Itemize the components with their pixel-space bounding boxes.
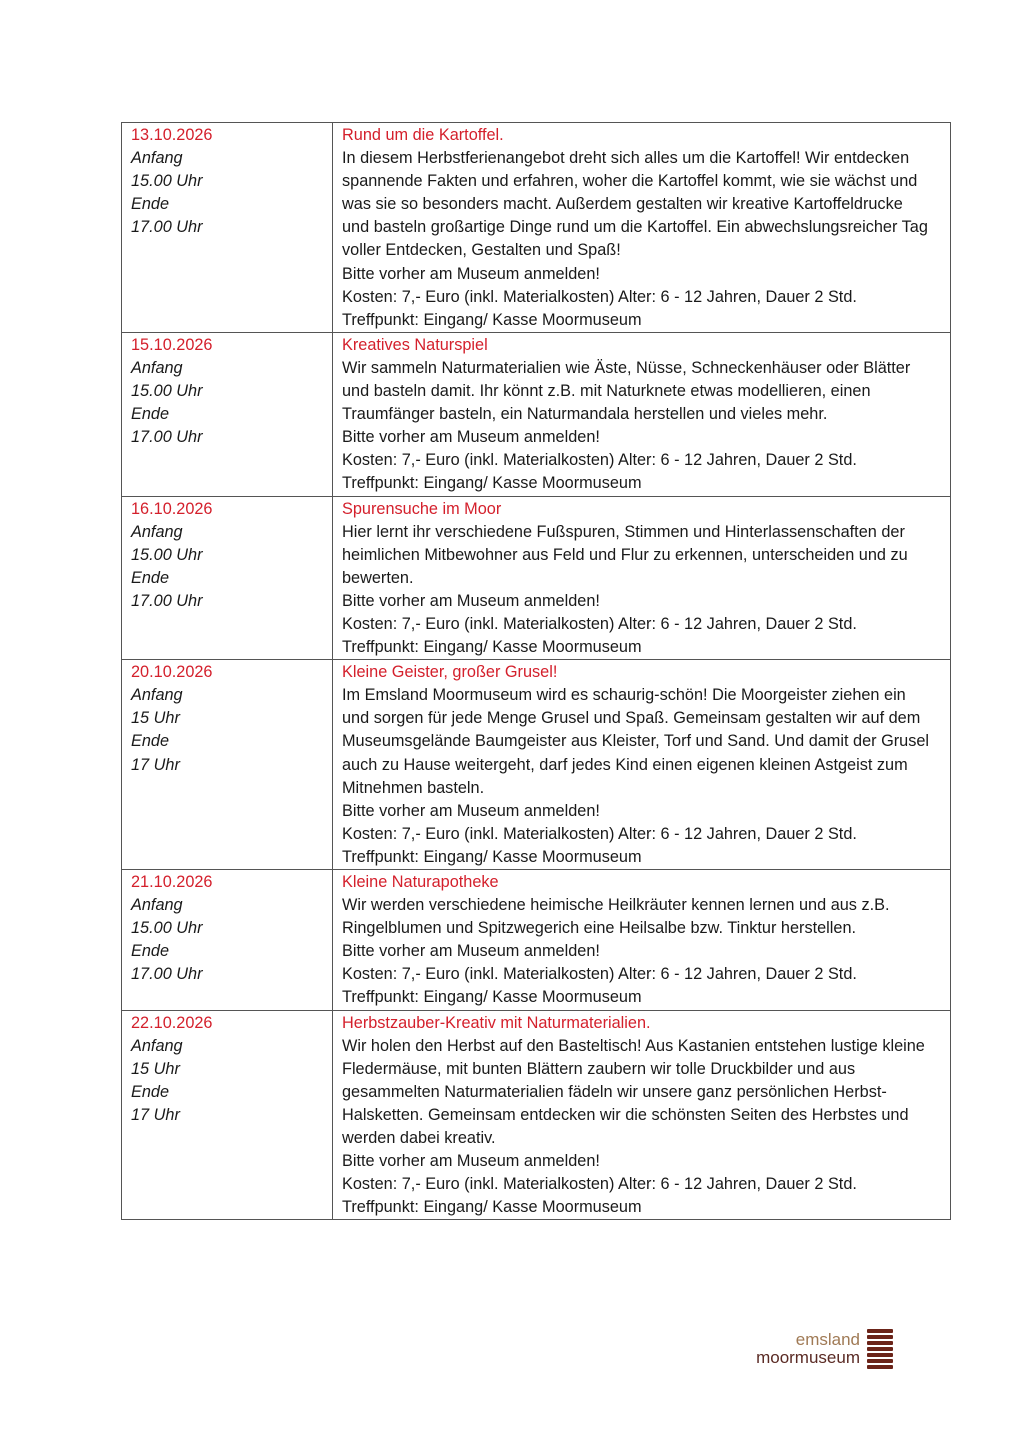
event-start-time: 15 Uhr [131, 1059, 180, 1078]
event-description-line: und basteln großartige Dinge rund um die Kartoffel. Ein abwechslungsreicher Tag [342, 218, 928, 237]
event-description-line: Kosten: 7,- Euro (inkl. Materialkosten) Alter: 6 - 12 Jahren, Dauer 2 Std. [342, 287, 857, 306]
event-description-line: Fledermäuse, mit bunten Blättern zaubern wir tolle Druckbilder und aus [342, 1059, 856, 1078]
event-description-line: auch zu Hause weitergeht, darf jedes Kind einen eigenen kleinen Astgeist zum [342, 755, 908, 774]
event-row [122, 870, 951, 1011]
event-description-line: Treffpunkt: Eingang/ Kasse Moormuseum [342, 474, 642, 493]
event-date-cell [122, 496, 333, 660]
end-label: Ende [131, 942, 170, 961]
event-description-cell [333, 496, 951, 660]
event-description-cell [333, 870, 951, 1011]
event-start-time: 15.00 Uhr [131, 382, 203, 401]
event-description-line: bewerten. [342, 568, 414, 587]
event-description-line: und sorgen für jede Menge Grusel und Spaß. Gemeinsam gestalten wir auf dem [342, 709, 921, 728]
event-description-line: und basteln damit. Ihr könnt z.B. mit Naturknete etwas modellieren, einen [342, 382, 871, 401]
logo-stripes-icon [867, 1329, 893, 1369]
event-date: 15.10.2026 [131, 335, 213, 354]
start-label: Anfang [131, 686, 183, 705]
event-title: Kleine Naturapotheke [342, 873, 499, 891]
event-description-line: Wir holen den Herbst auf den Basteltisch! Aus Kastanien entstehen lustige kleine [342, 1036, 925, 1055]
event-title: Kreatives Naturspiel [342, 335, 488, 354]
end-label: Ende [131, 405, 170, 424]
event-title: Spurensuche im Moor [342, 499, 502, 518]
events-table [121, 122, 951, 1220]
event-description-line: Treffpunkt: Eingang/ Kasse Moormuseum [342, 1198, 642, 1217]
event-end-time: 17.00 Uhr [131, 218, 203, 237]
event-description-line: Museumsgelände Baumgeister aus Kleister, Torf und Sand. Und damit der Grusel [342, 732, 930, 751]
event-description-line: Kosten: 7,- Euro (inkl. Materialkosten) Alter: 6 - 12 Jahren, Dauer 2 Std. [342, 824, 857, 843]
end-label: Ende [131, 732, 170, 751]
event-description-line: was sie so besonders macht. Außerdem gestalten wir kreative Kartoffeldrucke [342, 195, 903, 214]
event-row [122, 332, 951, 496]
event-description-line: Hier lernt ihr verschiedene Fußspuren, Stimmen und Hinterlassenschaften der [342, 522, 905, 541]
start-label: Anfang [131, 149, 183, 168]
event-row [122, 496, 951, 660]
event-description-cell [333, 660, 951, 870]
event-description-line: Bitte vorher am Museum anmelden! [342, 942, 600, 961]
event-description-line: Kosten: 7,- Euro (inkl. Materialkosten) Alter: 6 - 12 Jahren, Dauer 2 Std. [342, 1175, 857, 1194]
logo-line-2: moormuseum [756, 1348, 860, 1367]
event-description-line: Wir werden verschiedene heimische Heilkräuter kennen lernen und aus z.B. [342, 896, 890, 915]
event-date-cell [122, 870, 333, 1011]
event-description-line: Treffpunkt: Eingang/ Kasse Moormuseum [342, 638, 642, 657]
event-description-line: Bitte vorher am Museum anmelden! [342, 428, 600, 447]
event-description-line: Traumfänger basteln, ein Naturmandala herstellen und vieles mehr. [342, 405, 828, 424]
event-start-time: 15.00 Uhr [131, 545, 203, 564]
event-description-line: voller Entdecken, Gestalten und Spaß! [342, 241, 621, 260]
event-row [122, 123, 951, 333]
event-description-line: Treffpunkt: Eingang/ Kasse Moormuseum [342, 988, 642, 1007]
event-title: Kleine Geister, großer Grusel! [342, 663, 558, 682]
event-description-cell [333, 123, 951, 333]
end-label: Ende [131, 1082, 170, 1101]
event-description-line: Mitnehmen basteln. [342, 778, 485, 797]
start-label: Anfang [131, 358, 183, 377]
moormuseum-logo [748, 1327, 893, 1371]
event-start-time: 15.00 Uhr [131, 919, 203, 938]
event-description-line: In diesem Herbstferienangebot dreht sich alles um die Kartoffel! Wir entdecken [342, 149, 910, 168]
event-date-cell [122, 332, 333, 496]
event-description-line: Kosten: 7,- Euro (inkl. Materialkosten) Alter: 6 - 12 Jahren, Dauer 2 Std. [342, 451, 857, 470]
event-description-line: Kosten: 7,- Euro (inkl. Materialkosten) Alter: 6 - 12 Jahren, Dauer 2 Std. [342, 614, 857, 633]
event-description-line: Wir sammeln Naturmaterialien wie Äste, Nüsse, Schneckenhäuser oder Blätter [342, 358, 911, 377]
event-date: 21.10.2026 [131, 873, 213, 891]
event-date: 13.10.2026 [131, 126, 213, 144]
event-description-line: Bitte vorher am Museum anmelden! [342, 591, 600, 610]
event-row [122, 660, 951, 870]
event-date: 22.10.2026 [131, 1013, 213, 1032]
event-end-time: 17.00 Uhr [131, 591, 203, 610]
event-date-cell [122, 1010, 333, 1220]
event-row [122, 1010, 951, 1220]
event-end-time: 17.00 Uhr [131, 965, 203, 984]
event-start-time: 15.00 Uhr [131, 172, 203, 191]
event-description-line: Bitte vorher am Museum anmelden! [342, 801, 600, 820]
event-date-cell [122, 660, 333, 870]
event-start-time: 15 Uhr [131, 709, 180, 728]
event-date-cell [122, 123, 333, 333]
logo-wordmark [756, 1331, 860, 1367]
start-label: Anfang [131, 896, 183, 915]
event-end-time: 17 Uhr [131, 1105, 180, 1124]
event-description-line: Halsketten. Gemeinsam entdecken wir die schönsten Seiten des Herbstes und [342, 1105, 909, 1124]
event-description-line: Kosten: 7,- Euro (inkl. Materialkosten) Alter: 6 - 12 Jahren, Dauer 2 Std. [342, 965, 857, 984]
event-description-cell [333, 1010, 951, 1220]
event-title: Herbstzauber-Kreativ mit Naturmaterialien. [342, 1013, 651, 1032]
event-description-line: Treffpunkt: Eingang/ Kasse Moormuseum [342, 310, 642, 329]
event-description-line: gesammelten Naturmaterialien fädeln wir unsere ganz persönlichen Herbst- [342, 1082, 887, 1101]
end-label: Ende [131, 195, 170, 214]
event-description-line: werden dabei kreativ. [342, 1129, 496, 1148]
event-description-line: Ringelblumen und Spitzwegerich eine Heilsalbe bzw. Tinktur herstellen. [342, 919, 857, 938]
event-description-line: Treffpunkt: Eingang/ Kasse Moormuseum [342, 847, 642, 866]
start-label: Anfang [131, 1036, 183, 1055]
event-description-line: Im Emsland Moormuseum wird es schaurig-schön! Die Moorgeister ziehen ein [342, 686, 906, 705]
end-label: Ende [131, 568, 170, 587]
event-description-cell [333, 332, 951, 496]
event-date: 16.10.2026 [131, 499, 213, 518]
event-date: 20.10.2026 [131, 663, 213, 682]
event-description-line: Bitte vorher am Museum anmelden! [342, 264, 600, 283]
logo-line-1: emsland [795, 1330, 860, 1349]
event-description-line: spannende Fakten und erfahren, woher die Kartoffel kommt, wie sie wächst und [342, 172, 918, 191]
event-end-time: 17.00 Uhr [131, 428, 203, 447]
event-end-time: 17 Uhr [131, 755, 180, 774]
event-description-line: Bitte vorher am Museum anmelden! [342, 1152, 600, 1171]
event-title: Rund um die Kartoffel. [342, 126, 504, 144]
events-table-body [122, 123, 951, 1220]
start-label: Anfang [131, 522, 183, 541]
event-description-line: heimlichen Mitbewohner aus Feld und Flur zu erkennen, unterscheiden und zu [342, 545, 908, 564]
